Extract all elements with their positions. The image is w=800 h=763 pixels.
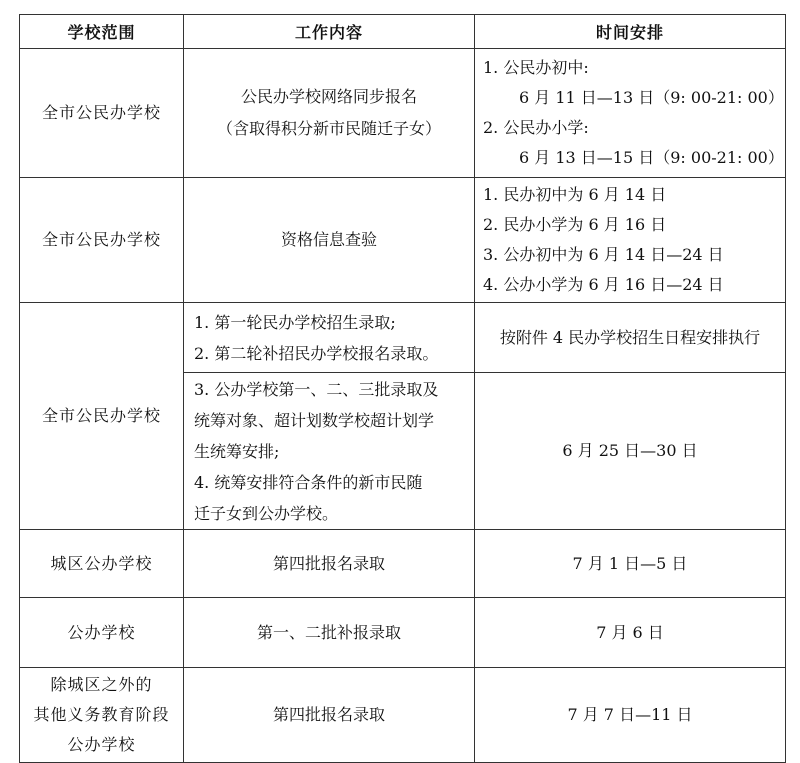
scope-cell: 全市公民办学校: [20, 49, 184, 178]
table-row: [20, 49, 786, 178]
scope-cell: 全市公民办学校: [20, 178, 184, 303]
content-cell: 1. 第一轮民办学校招生录取; 2. 第二轮补招民办学校报名录取。: [184, 303, 475, 373]
time-cell: 1. 民办初中为 6 月 14 日 2. 民办小学为 6 月 16 日 3. 公办初中为 6 月 14 日—24 日 4. 公办小学为 6 月 16 日—24 日: [475, 178, 786, 303]
enrollment-schedule-table: [19, 14, 786, 763]
scope-cell: 城区公办学校: [20, 530, 184, 598]
content-cell: 第一、二批补报录取: [184, 598, 475, 668]
time-cell: 1. 公民办初中: 6 月 11 日—13 日（9: 00-21: 00） 2. 公民办小学: 6 月 13 日—15 日（9: 00-21: 00）: [475, 49, 786, 178]
scope-cell: 公办学校: [20, 598, 184, 668]
scope-cell: 除城区之外的 其他义务教育阶段 公办学校: [20, 668, 184, 763]
header-row: [20, 15, 786, 49]
table-row: [20, 530, 786, 598]
scope-cell: 全市公民办学校: [20, 303, 184, 530]
time-cell: 7 月 7 日—11 日: [475, 668, 786, 763]
table-row: [20, 668, 786, 763]
content-cell: 3. 公办学校第一、二、三批录取及 统筹对象、超计划数学校超计划学 生统筹安排; 4. 统筹安排符合条件的新市民随 迁子女到公办学校。: [184, 373, 475, 530]
time-cell: 7 月 6 日: [475, 598, 786, 668]
time-cell: 按附件 4 民办学校招生日程安排执行: [475, 303, 786, 373]
table-row: [20, 303, 786, 373]
time-cell: 7 月 1 日—5 日: [475, 530, 786, 598]
table-row: [20, 178, 786, 303]
header-scope: 学校范围: [20, 15, 184, 49]
header-content: 工作内容: [184, 15, 475, 49]
schedule-table-wrapper: [19, 14, 785, 763]
header-time: 时间安排: [475, 15, 786, 49]
content-cell: 第四批报名录取: [184, 668, 475, 763]
table-row: [20, 598, 786, 668]
content-cell: 第四批报名录取: [184, 530, 475, 598]
time-cell: 6 月 25 日—30 日: [475, 373, 786, 530]
content-cell: 资格信息查验: [184, 178, 475, 303]
content-cell: 公民办学校网络同步报名 （含取得积分新市民随迁子女）: [184, 49, 475, 178]
